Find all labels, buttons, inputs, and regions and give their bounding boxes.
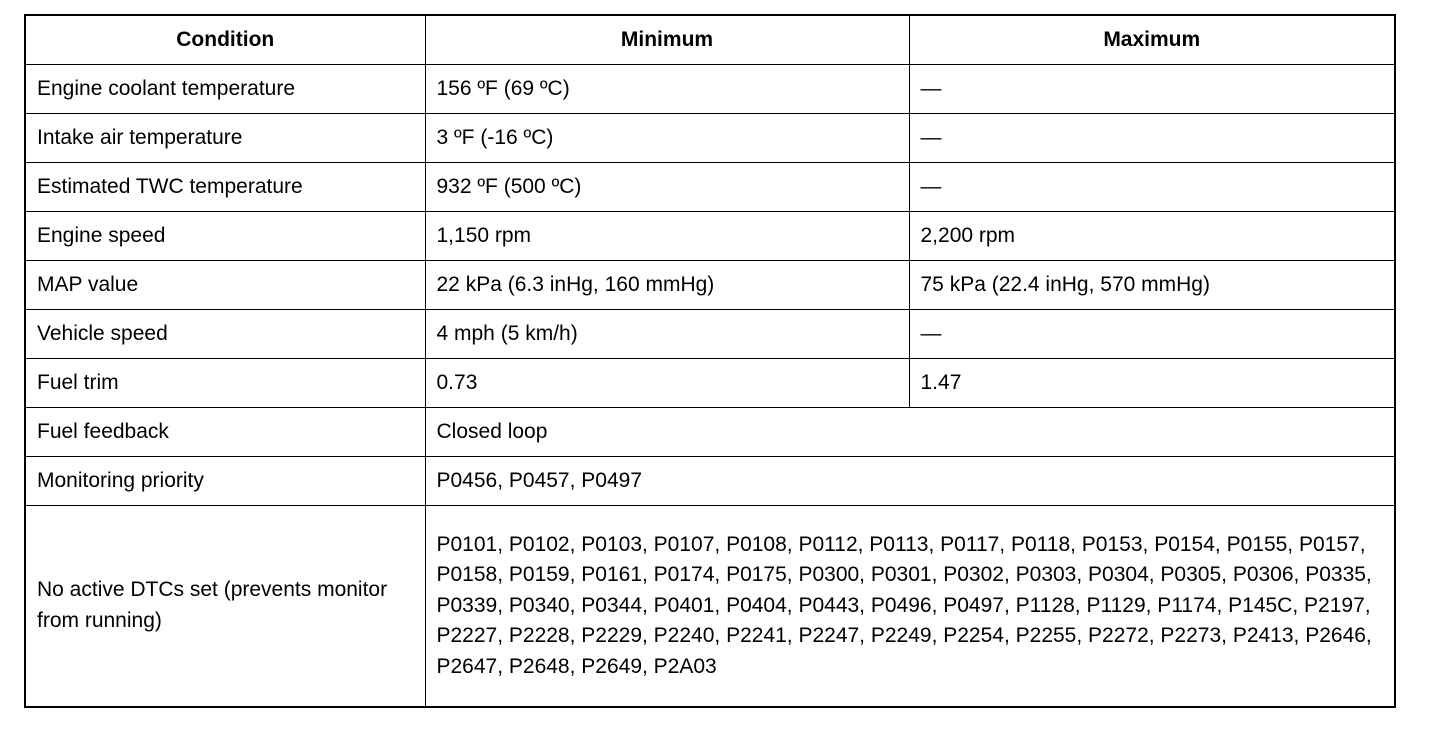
condition-cell: No active DTCs set (prevents monitor from running)	[25, 506, 425, 708]
minimum-cell: 0.73	[425, 359, 909, 408]
maximum-cell: —	[909, 65, 1395, 114]
condition-cell: Monitoring priority	[25, 457, 425, 506]
table-row	[25, 65, 1395, 114]
table-row	[25, 408, 1395, 457]
condition-cell: Intake air temperature	[25, 114, 425, 163]
table-row	[25, 310, 1395, 359]
condition-cell: Estimated TWC temperature	[25, 163, 425, 212]
condition-cell: Fuel trim	[25, 359, 425, 408]
condition-cell: Vehicle speed	[25, 310, 425, 359]
condition-cell: Engine speed	[25, 212, 425, 261]
condition-cell: MAP value	[25, 261, 425, 310]
dtc-list-cell: P0101, P0102, P0103, P0107, P0108, P0112, P0113, P0117, P0118, P0153, P0154, P0155, P0157, P0158, P0159, P0161, P0174, P0175, P0300, P0301, P0302, P0303, P0304, P0305, P0306, P0335, P0339, P0340, P0344, P0401, P0404, P0443, P0496, P0497, P1128, P1129, P1174, P145C, P2197, P2227, P2228, P2229, P2240, P2241, P2247, P2249, P2254, P2255, P2272, P2273, P2413, P2646, P2647, P2648, P2649, P2A03	[425, 506, 1395, 708]
header-maximum: Maximum	[909, 15, 1395, 65]
table-row	[25, 212, 1395, 261]
table-row	[25, 163, 1395, 212]
maximum-cell: 2,200 rpm	[909, 212, 1395, 261]
table-row	[25, 359, 1395, 408]
conditions-table	[24, 14, 1396, 708]
minimum-cell: 3 ºF (-16 ºC)	[425, 114, 909, 163]
maximum-cell: 1.47	[909, 359, 1395, 408]
minimum-cell: 932 ºF (500 ºC)	[425, 163, 909, 212]
table-row	[25, 457, 1395, 506]
minimum-cell: 4 mph (5 km/h)	[425, 310, 909, 359]
table-row	[25, 114, 1395, 163]
minimum-cell: 22 kPa (6.3 inHg, 160 mmHg)	[425, 261, 909, 310]
table-row	[25, 261, 1395, 310]
header-condition: Condition	[25, 15, 425, 65]
maximum-cell: —	[909, 114, 1395, 163]
maximum-cell: 75 kPa (22.4 inHg, 570 mmHg)	[909, 261, 1395, 310]
maximum-cell: —	[909, 163, 1395, 212]
maximum-cell: —	[909, 310, 1395, 359]
value-cell: Closed loop	[425, 408, 1395, 457]
header-minimum: Minimum	[425, 15, 909, 65]
condition-cell: Fuel feedback	[25, 408, 425, 457]
minimum-cell: 156 ºF (69 ºC)	[425, 65, 909, 114]
minimum-cell: 1,150 rpm	[425, 212, 909, 261]
value-cell: P0456, P0457, P0497	[425, 457, 1395, 506]
table-row	[25, 506, 1395, 708]
header-row	[25, 15, 1395, 65]
condition-cell: Engine coolant temperature	[25, 65, 425, 114]
